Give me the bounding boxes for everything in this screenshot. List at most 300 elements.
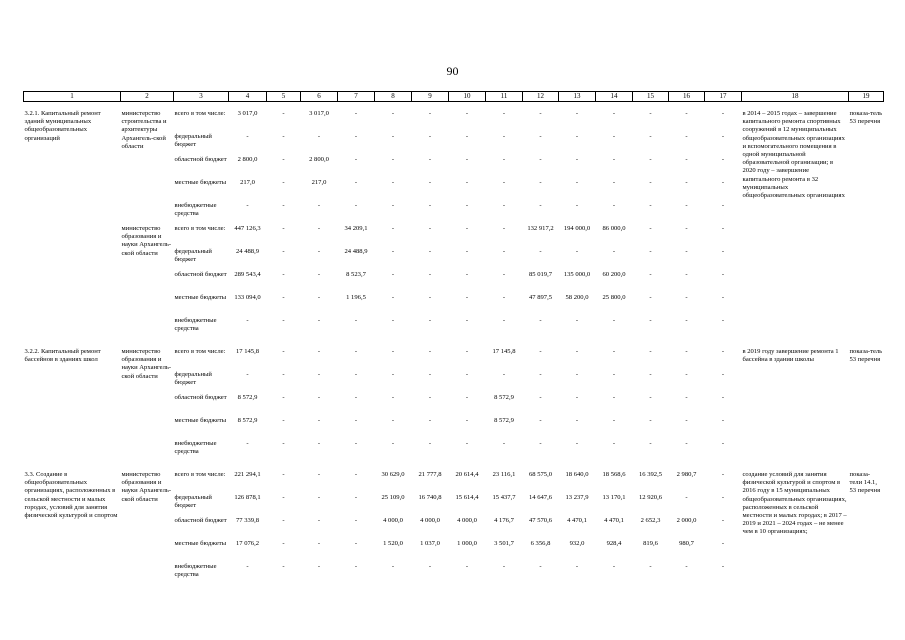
value-cell: - — [354, 156, 358, 163]
program-table — [23, 91, 884, 586]
value-cell: - — [465, 294, 469, 301]
value-cell: - — [282, 294, 285, 301]
value-cell: - — [649, 110, 652, 117]
value-cell: - — [465, 417, 469, 424]
value-cell: - — [575, 440, 579, 447]
indicator-ref: показа-тель 53 перечня — [849, 110, 883, 126]
value-cell: - — [685, 248, 688, 255]
value-cell: - — [649, 156, 652, 163]
value-cell: - — [465, 371, 469, 378]
value-cell: 447 126,3 — [234, 225, 261, 232]
value-cell: - — [502, 317, 506, 324]
value-cell: - — [685, 133, 688, 140]
value-cell: 24 488,9 — [344, 248, 368, 255]
funding-source-label: внебюджетные средства — [174, 440, 217, 456]
expected-result: в 2014 – 2015 годах – завершение капитального ремонта спортивных сооружений в 12 муниципальных общеобразовательных организациях и вспомогательного помещения в одной муниципальной образовательной организации; в 2020 году – завершение капитального ремонта в 32 муниципальных общеобразовательных организациях — [742, 110, 845, 200]
funding-source-label: местные бюджеты — [174, 179, 227, 186]
value-cell: 18 568,6 — [602, 471, 626, 478]
value-cell: - — [502, 202, 506, 209]
value-cell: - — [685, 371, 688, 378]
column-header-5: 5 — [267, 92, 301, 102]
funding-source-label: местные бюджеты — [174, 294, 227, 301]
value-cell: - — [246, 563, 249, 570]
value-cell: 4 470,1 — [604, 517, 624, 524]
value-cell: - — [428, 394, 432, 401]
section-spacer — [24, 340, 884, 348]
value-cell: 47 570,6 — [528, 517, 553, 524]
value-cell: - — [282, 110, 285, 117]
value-cell: - — [649, 440, 652, 447]
value-cell: - — [465, 225, 469, 232]
value-cell: - — [685, 563, 688, 570]
funding-source-label: федеральный бюджет — [174, 371, 212, 387]
value-cell: - — [391, 156, 395, 163]
value-cell: - — [465, 394, 469, 401]
value-cell: - — [282, 440, 285, 447]
value-cell: 194 000,0 — [563, 225, 591, 232]
value-cell: 2 652,3 — [640, 517, 661, 524]
value-cell: - — [721, 156, 725, 163]
funding-source-label: областной бюджет — [174, 517, 227, 524]
value-cell: - — [391, 348, 395, 355]
value-cell: 14 647,6 — [528, 494, 553, 501]
value-cell: - — [539, 156, 542, 163]
value-cell: - — [354, 202, 358, 209]
value-cell: - — [721, 371, 725, 378]
column-header-15: 15 — [633, 92, 669, 102]
value-cell: - — [317, 563, 321, 570]
value-cell: - — [391, 563, 395, 570]
value-cell: - — [502, 133, 506, 140]
value-cell: - — [391, 317, 395, 324]
value-cell: 1 196,5 — [346, 294, 366, 301]
value-cell: - — [721, 394, 725, 401]
value-cell: - — [721, 348, 725, 355]
value-cell: - — [465, 248, 469, 255]
value-cell: - — [391, 394, 395, 401]
value-cell: - — [502, 271, 506, 278]
value-cell: 17 076,2 — [235, 540, 260, 547]
value-cell: - — [465, 202, 469, 209]
value-cell: - — [649, 563, 652, 570]
value-cell: - — [685, 110, 688, 117]
value-cell: 1 520,0 — [383, 540, 403, 547]
executor: министерство образования и науки Архангель-ской области — [121, 225, 172, 257]
page-number: 90 — [446, 64, 459, 78]
value-cell: - — [282, 202, 285, 209]
value-cell: - — [428, 110, 432, 117]
value-cell: - — [428, 133, 432, 140]
value-cell: 16 740,8 — [418, 494, 442, 501]
value-cell: - — [685, 440, 688, 447]
value-cell: - — [317, 202, 321, 209]
value-cell: - — [317, 417, 321, 424]
value-cell: - — [465, 440, 469, 447]
value-cell: 20 614,4 — [455, 471, 479, 478]
value-cell: - — [391, 248, 395, 255]
value-cell: - — [354, 348, 358, 355]
column-header-9: 9 — [412, 92, 449, 102]
value-cell: - — [428, 294, 432, 301]
value-cell: - — [354, 540, 358, 547]
value-cell: - — [428, 563, 432, 570]
value-cell: - — [282, 248, 285, 255]
value-cell: - — [317, 394, 321, 401]
value-cell: - — [721, 317, 725, 324]
funding-source-label: всего в том числе: — [174, 110, 226, 117]
value-cell: - — [612, 440, 616, 447]
value-cell: - — [685, 494, 688, 501]
value-cell: - — [246, 317, 249, 324]
value-cell: - — [428, 202, 432, 209]
value-cell: - — [317, 494, 321, 501]
value-cell: 2 000,0 — [676, 517, 697, 524]
column-header-2: 2 — [121, 92, 174, 102]
value-cell: - — [317, 317, 321, 324]
value-cell: - — [282, 179, 285, 186]
value-cell: 17 145,8 — [235, 348, 260, 355]
value-cell: - — [282, 225, 285, 232]
value-cell: - — [721, 225, 725, 232]
value-cell: - — [354, 133, 358, 140]
value-cell: - — [391, 133, 395, 140]
value-cell: - — [282, 271, 285, 278]
column-header-4: 4 — [229, 92, 267, 102]
value-cell: - — [465, 110, 469, 117]
table-row — [24, 471, 884, 494]
funding-source-label: всего в том числе: — [174, 471, 226, 478]
section-spacer — [24, 463, 884, 471]
column-header-6: 6 — [301, 92, 338, 102]
value-cell: - — [575, 394, 579, 401]
value-cell: - — [282, 517, 285, 524]
value-cell: - — [391, 294, 395, 301]
value-cell: - — [575, 563, 579, 570]
value-cell: - — [575, 417, 579, 424]
section-spacer — [24, 102, 884, 111]
value-cell: - — [612, 417, 616, 424]
value-cell: - — [502, 563, 506, 570]
funding-source-label: внебюджетные средства — [174, 202, 217, 218]
value-cell: 6 356,8 — [530, 540, 551, 547]
value-cell: - — [465, 348, 469, 355]
value-cell: 217,0 — [311, 179, 327, 186]
value-cell: - — [282, 133, 285, 140]
value-cell: 980,7 — [679, 540, 694, 547]
value-cell: 85 019,7 — [528, 271, 553, 278]
column-header-16: 16 — [669, 92, 705, 102]
value-cell: - — [354, 371, 358, 378]
value-cell: - — [575, 348, 579, 355]
value-cell: - — [428, 156, 432, 163]
value-cell: - — [282, 563, 285, 570]
value-cell: - — [539, 440, 542, 447]
value-cell: - — [391, 110, 395, 117]
value-cell: - — [575, 202, 579, 209]
value-cell: 47 897,5 — [528, 294, 553, 301]
value-cell: - — [428, 371, 432, 378]
value-cell: 8 523,7 — [346, 271, 366, 278]
value-cell: - — [539, 179, 542, 186]
value-cell: - — [282, 417, 285, 424]
value-cell: - — [721, 494, 725, 501]
value-cell: - — [282, 156, 285, 163]
value-cell: - — [317, 225, 321, 232]
value-cell: - — [428, 225, 432, 232]
value-cell: 25 800,0 — [602, 294, 626, 301]
expected-result: создание условий для занятия физической культурой и спортом в 2016 году в 15 муниципальных общеобразовательных организациях, расположенных в сельской местности и малых городах; в 2017 – 2019 и 2021 – 2024 годах – не менее чем в 10 организациях; — [742, 471, 847, 536]
expected-result: в 2019 году завершение ремонта 1 бассейна в здании школы — [742, 348, 839, 364]
value-cell: - — [721, 110, 725, 117]
value-cell: - — [502, 179, 506, 186]
value-cell: - — [685, 294, 688, 301]
value-cell: 34 209,1 — [344, 225, 368, 232]
value-cell: 4 000,0 — [383, 517, 403, 524]
value-cell: - — [282, 348, 285, 355]
funding-source-label: местные бюджеты — [174, 540, 227, 547]
value-cell: - — [354, 471, 358, 478]
value-cell: 17 145,8 — [492, 348, 516, 355]
value-cell: - — [282, 540, 285, 547]
value-cell: - — [428, 440, 432, 447]
value-cell: - — [354, 517, 358, 524]
value-cell: 16 392,5 — [638, 471, 663, 478]
value-cell: 18 640,0 — [565, 471, 589, 478]
value-cell: 23 116,1 — [492, 471, 516, 478]
value-cell: 3 017,0 — [237, 110, 258, 117]
column-header-13: 13 — [559, 92, 596, 102]
value-cell: 1 000,0 — [457, 540, 477, 547]
value-cell: - — [649, 348, 652, 355]
value-cell: - — [317, 540, 321, 547]
value-cell: 2 800,0 — [237, 156, 258, 163]
value-cell: 21 777,8 — [418, 471, 442, 478]
value-cell: - — [465, 563, 469, 570]
value-cell: - — [649, 202, 652, 209]
column-header-19: 19 — [849, 92, 884, 102]
value-cell: - — [649, 179, 652, 186]
value-cell: - — [721, 440, 725, 447]
value-cell: - — [649, 248, 652, 255]
value-cell: - — [539, 371, 542, 378]
value-cell: - — [612, 371, 616, 378]
funding-source-label: областной бюджет — [174, 156, 227, 163]
value-cell: - — [317, 517, 321, 524]
value-cell: - — [317, 294, 321, 301]
value-cell: - — [612, 110, 616, 117]
measure-title: 3.3. Создание в общеобразовательных организациях, расположенных в сельской местности и малых городах, условий для занятия физической культурой и спортом — [24, 471, 118, 520]
value-cell: - — [721, 248, 725, 255]
value-cell: - — [465, 271, 469, 278]
value-cell: - — [354, 317, 358, 324]
value-cell: 12 920,6 — [638, 494, 663, 501]
funding-source-label: местные бюджеты — [174, 417, 227, 424]
value-cell: - — [391, 271, 395, 278]
value-cell: - — [465, 156, 469, 163]
value-cell: 2 980,7 — [676, 471, 697, 478]
value-cell: 15 614,4 — [455, 494, 479, 501]
value-cell: - — [575, 133, 579, 140]
value-cell: - — [317, 348, 321, 355]
value-cell: - — [428, 179, 432, 186]
value-cell: - — [721, 471, 725, 478]
measure-title: 3.2.2. Капитальный ремонт бассейнов в зданиях школ — [24, 348, 101, 364]
value-cell: - — [282, 317, 285, 324]
column-header-17: 17 — [705, 92, 742, 102]
value-cell: 135 000,0 — [563, 271, 591, 278]
value-cell: - — [391, 225, 395, 232]
column-header-14: 14 — [596, 92, 633, 102]
value-cell: 4 000,0 — [420, 517, 440, 524]
value-cell: - — [721, 417, 725, 424]
value-cell: 30 629,0 — [381, 471, 405, 478]
value-cell: - — [317, 248, 321, 255]
column-header-12: 12 — [523, 92, 559, 102]
value-cell: 60 200,0 — [602, 271, 626, 278]
value-cell: - — [428, 348, 432, 355]
executor: министерство строительства и архитектуры Архангель-ской области — [121, 110, 167, 150]
value-cell: - — [685, 417, 688, 424]
value-cell: - — [465, 133, 469, 140]
value-cell: - — [539, 348, 542, 355]
value-cell: 126 878,1 — [234, 494, 261, 501]
value-cell: - — [612, 156, 616, 163]
value-cell: - — [649, 394, 652, 401]
funding-source-label: федеральный бюджет — [174, 133, 212, 149]
value-cell: 133 094,0 — [234, 294, 261, 301]
value-cell: - — [685, 271, 688, 278]
measure-title: 3.2.1. Капитальный ремонт зданий муниципальных общеобразовательных организаций — [24, 110, 101, 142]
value-cell: - — [391, 202, 395, 209]
value-cell: - — [282, 394, 285, 401]
value-cell: - — [282, 494, 285, 501]
value-cell: - — [685, 179, 688, 186]
column-header-11: 11 — [486, 92, 523, 102]
value-cell: - — [465, 179, 469, 186]
value-cell: - — [354, 440, 358, 447]
table-row — [24, 110, 884, 133]
value-cell: - — [575, 371, 579, 378]
value-cell: - — [539, 110, 542, 117]
column-header-3: 3 — [174, 92, 229, 102]
column-header-10: 10 — [449, 92, 486, 102]
value-cell: - — [612, 563, 616, 570]
value-cell: - — [539, 202, 542, 209]
indicator-ref: показа-тели 14.1, 53 перечня — [849, 471, 881, 495]
funding-source-label: областной бюджет — [174, 271, 227, 278]
funding-source-label: федеральный бюджет — [174, 248, 212, 264]
value-cell: - — [721, 202, 725, 209]
value-cell: - — [649, 225, 652, 232]
value-cell: - — [575, 179, 579, 186]
value-cell: - — [391, 417, 395, 424]
value-cell: - — [539, 248, 542, 255]
value-cell: 8 572,9 — [237, 394, 258, 401]
value-cell: 928,4 — [606, 540, 622, 547]
value-cell: - — [354, 494, 358, 501]
column-header-8: 8 — [375, 92, 412, 102]
value-cell: - — [354, 110, 358, 117]
value-cell: - — [246, 440, 249, 447]
value-cell: 217,0 — [240, 179, 255, 186]
table-row — [24, 348, 884, 371]
value-cell: - — [685, 156, 688, 163]
column-header-7: 7 — [338, 92, 375, 102]
value-cell: - — [502, 225, 506, 232]
table-body — [24, 102, 884, 587]
value-cell: - — [649, 371, 652, 378]
value-cell: - — [282, 371, 285, 378]
value-cell: - — [354, 179, 358, 186]
value-cell: - — [317, 471, 321, 478]
value-cell: - — [428, 317, 432, 324]
value-cell: 15 437,7 — [492, 494, 516, 501]
value-cell: 8 572,9 — [494, 394, 514, 401]
value-cell: 132 917,2 — [527, 225, 554, 232]
value-cell: - — [721, 563, 725, 570]
funding-source-label: внебюджетные средства — [174, 563, 217, 579]
value-cell: 86 000,0 — [602, 225, 626, 232]
value-cell: - — [502, 248, 506, 255]
value-cell: 4 000,0 — [457, 517, 477, 524]
value-cell: 221 294,1 — [234, 471, 261, 478]
value-cell: 8 572,9 — [494, 417, 514, 424]
value-cell: - — [502, 110, 506, 117]
value-cell: - — [685, 317, 688, 324]
value-cell: - — [428, 248, 432, 255]
value-cell: 8 572,9 — [237, 417, 258, 424]
value-cell: - — [391, 371, 395, 378]
value-cell: - — [354, 417, 358, 424]
value-cell: 2 800,0 — [309, 156, 329, 163]
value-cell: - — [502, 440, 506, 447]
value-cell: - — [685, 225, 688, 232]
value-cell: 4 176,7 — [494, 517, 514, 524]
value-cell: - — [612, 248, 616, 255]
funding-source-label: внебюджетные средства — [174, 317, 217, 333]
value-cell: - — [539, 133, 542, 140]
value-cell: - — [575, 317, 579, 324]
value-cell: 68 575,0 — [528, 471, 553, 478]
value-cell: - — [502, 156, 506, 163]
value-cell: - — [685, 394, 688, 401]
value-cell: - — [465, 317, 469, 324]
funding-source-label: всего в том числе: — [174, 348, 226, 355]
value-cell: - — [721, 517, 725, 524]
value-cell: - — [612, 179, 616, 186]
value-cell: 932,0 — [569, 540, 585, 547]
value-cell: - — [721, 179, 725, 186]
funding-source-label: областной бюджет — [174, 394, 227, 401]
value-cell: - — [317, 271, 321, 278]
value-cell: - — [539, 394, 542, 401]
value-cell: - — [428, 271, 432, 278]
funding-source-label: федеральный бюджет — [174, 494, 212, 510]
value-cell: - — [649, 294, 652, 301]
value-cell: - — [391, 179, 395, 186]
value-cell: 13 237,9 — [565, 494, 589, 501]
value-cell: 3 017,0 — [309, 110, 329, 117]
executor: министерство образования и науки Архангель-ской области — [121, 348, 172, 380]
value-cell: - — [246, 371, 249, 378]
value-cell: - — [685, 202, 688, 209]
value-cell: - — [612, 133, 616, 140]
value-cell: - — [502, 371, 506, 378]
value-cell: - — [317, 371, 321, 378]
value-cell: - — [575, 248, 579, 255]
value-cell: 13 170,1 — [602, 494, 626, 501]
value-cell: 1 037,0 — [420, 540, 440, 547]
